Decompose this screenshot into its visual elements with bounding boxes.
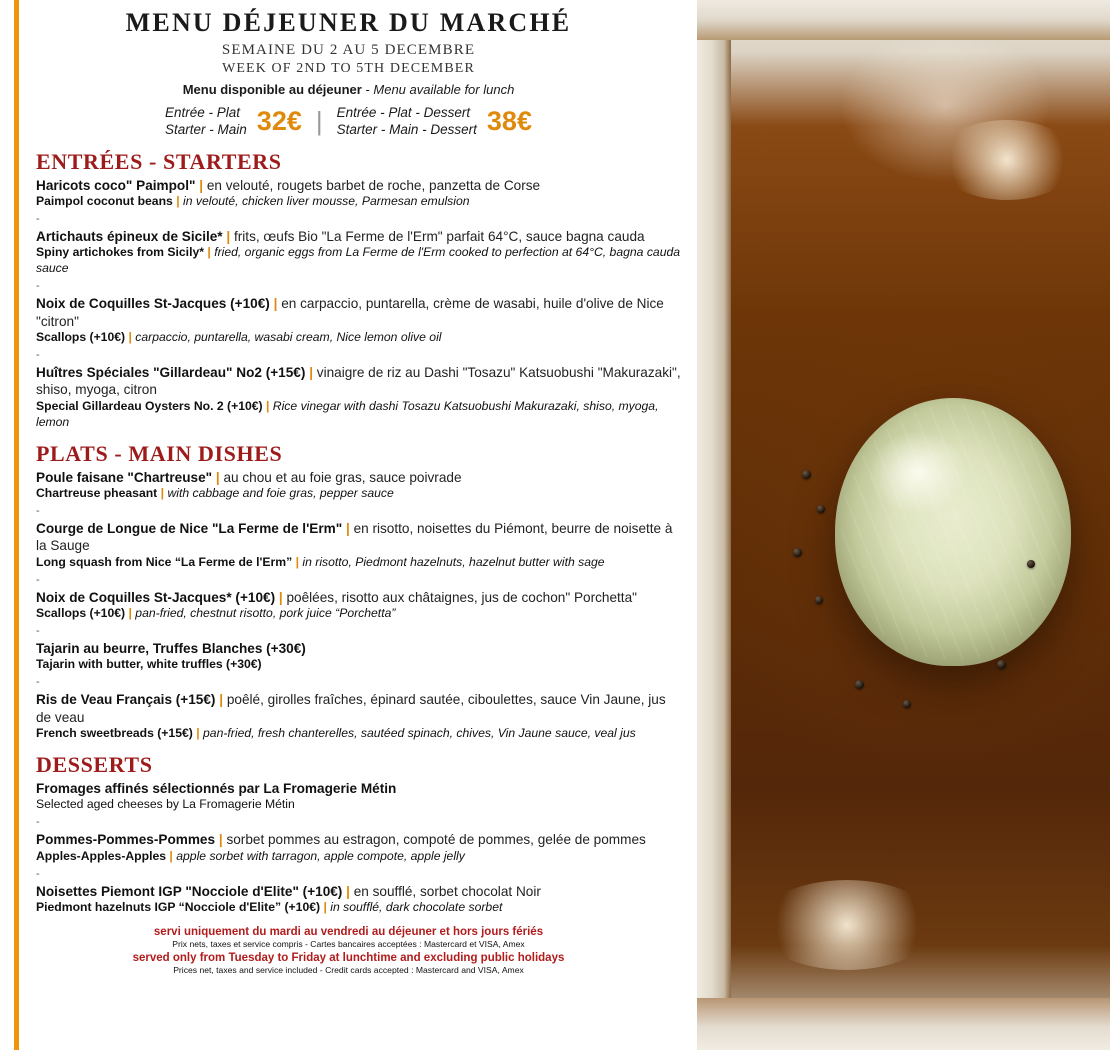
item-french-name: Tajarin au beurre, Truffes Blanches (+30€) <box>36 640 306 656</box>
item-separator: | <box>265 398 270 413</box>
item-separator: | <box>169 848 173 863</box>
menu-item <box>36 295 683 346</box>
item-separator: | <box>295 554 299 569</box>
item-divider: - <box>36 280 40 293</box>
item-french-name: Poule faisane "Chartreuse" <box>36 469 213 485</box>
item-separator: | <box>278 589 283 605</box>
item-french-description: en risotto, noisettes du Piémont, beurre de noisette à la Sauge <box>36 520 673 554</box>
item-french <box>36 640 683 657</box>
price-label-french: Entrée - Plat <box>165 105 241 120</box>
item-separator: | <box>128 606 132 620</box>
availability-french: Menu disponible au déjeuner <box>182 82 362 97</box>
footer-legal-english: Prices net, taxes and service included - Credit cards accepted : Mastercard and VISA, Amex <box>173 964 524 975</box>
item-french-description: poêlées, risotto aux châtaignes, jus de cochon" Porchetta" <box>286 589 637 605</box>
item-french-name: Ris de Veau Français (+15€) <box>36 692 216 708</box>
price-option <box>337 105 532 139</box>
pepper-corn-icon <box>817 505 825 513</box>
plate-rim-top <box>697 0 1110 40</box>
item-separator: | <box>226 229 231 245</box>
plate-rim-bottom <box>697 998 1110 1050</box>
menu-item <box>36 640 683 673</box>
item-french-name: Huîtres Spéciales "Gillardeau" No2 (+15€) <box>36 365 306 381</box>
item-separator: | <box>346 883 350 899</box>
item-divider: - <box>36 816 40 829</box>
item-english <box>36 726 683 742</box>
availability-english: Menu available for lunch <box>373 82 515 97</box>
item-english <box>36 399 683 431</box>
price-option <box>165 105 302 139</box>
subtitle-english: WEEK OF 2ND TO 5TH DECEMBER <box>222 61 475 76</box>
menu-header <box>0 0 697 139</box>
item-french <box>36 691 683 726</box>
item-french <box>36 469 683 486</box>
menu-section-desserts <box>0 752 697 916</box>
item-french-name: Pommes-Pommes-Pommes <box>36 832 216 848</box>
item-english <box>36 606 683 622</box>
item-divider: - <box>36 867 40 880</box>
item-english-description: with cabbage and foie gras, pepper sauce <box>167 485 394 500</box>
item-english <box>36 797 683 813</box>
item-english-name: Selected aged cheeses by La Fromagerie Métin <box>36 797 295 812</box>
section-title: ENTRÉES - STARTERS <box>36 148 282 174</box>
item-english-name: Paimpol coconut beans <box>36 194 173 209</box>
plate-rim-left <box>697 0 731 1050</box>
item-french <box>36 589 683 606</box>
item-english-name: Apples-Apples-Apples <box>36 848 167 863</box>
item-french-name: Courge de Longue de Nice "La Ferme de l'Erm" <box>36 520 343 536</box>
item-french-name: Fromages affinés sélectionnés par La Fromagerie Métin <box>36 780 397 796</box>
subtitle-french: SEMAINE DU 2 AU 5 DECEMBRE <box>221 42 476 58</box>
item-french-description: en soufflé, sorbet chocolat Noir <box>353 883 541 899</box>
item-english-description: carpaccio, puntarella, wasabi cream, Nice lemon olive oil <box>135 330 442 345</box>
item-separator: | <box>176 194 180 209</box>
item-english-description: fried, organic eggs from La Ferme de l'Erm cooked to perfection at 64°C, bagna cauda sauce <box>36 245 681 276</box>
menu-item <box>36 691 683 742</box>
item-english-name: French sweetbreads (+15€) <box>36 726 193 741</box>
menu-item <box>36 177 683 210</box>
price-value: 32€ <box>256 106 302 137</box>
pepper-corn-icon <box>793 548 802 557</box>
price-value: 38€ <box>486 106 532 137</box>
item-english-description: in velouté, chicken liver mousse, Parmesan emulsion <box>183 194 470 209</box>
item-english-description: pan-fried, chestnut risotto, pork juice “Porchetta” <box>135 606 396 620</box>
item-english <box>36 555 683 571</box>
item-separator: | <box>218 832 223 848</box>
dish-photo <box>697 0 1110 1050</box>
pepper-corn-icon <box>815 596 823 604</box>
item-french <box>36 831 683 848</box>
item-french-name: Artichauts épineux de Sicile* <box>36 229 223 245</box>
item-english-description: pan-fried, fresh chanterelles, sautéed spinach, chives, Vin Jaune sauce, veal jus <box>203 726 636 741</box>
item-english-description: in soufflé, dark chocolate sorbet <box>330 900 503 915</box>
item-english <box>36 900 683 916</box>
item-separator: | <box>345 520 350 536</box>
menu-item <box>36 780 683 813</box>
footer-service-note-english: served only from Tuesday to Friday at lunchtime and excluding public holidays <box>132 951 565 964</box>
item-french-description: frits, œufs Bio "La Ferme de l'Erm" parfait 64°C, sauce bagna cauda <box>233 229 645 245</box>
item-separator: | <box>196 726 200 741</box>
menu-item <box>36 228 683 277</box>
item-separator: | <box>128 330 132 345</box>
menu-item <box>36 520 683 571</box>
section-title: DESSERTS <box>36 751 153 777</box>
item-french <box>36 177 683 194</box>
footer-legal-french: Prix nets, taxes et service compris - Cartes bancaires acceptées : Mastercard et VISA, Amex <box>172 938 525 949</box>
item-french-description: en velouté, rougets barbet de roche, panzetta de Corse <box>206 177 541 193</box>
pepper-corn-icon <box>1027 560 1035 568</box>
menu-item <box>36 883 683 916</box>
item-french <box>36 780 683 797</box>
item-english-description: apple sorbet with tarragon, apple compote, apple jelly <box>176 848 465 863</box>
price-labels <box>337 105 477 139</box>
item-french-description: sorbet pommes au estragon, compoté de pommes, gelée de pommes <box>226 832 646 848</box>
item-english-description: in risotto, Piedmont hazelnuts, hazelnut butter with sage <box>302 554 605 569</box>
item-english-name: Spiny artichokes from Sicily* <box>36 245 204 260</box>
price-label-french: Entrée - Plat - Dessert <box>336 105 471 120</box>
pepper-corn-icon <box>802 470 811 479</box>
item-separator: | <box>207 245 211 260</box>
price-options <box>0 105 697 139</box>
item-separator: | <box>160 485 165 500</box>
pepper-corn-icon <box>855 680 864 689</box>
price-divider: | <box>315 106 323 137</box>
item-divider: - <box>36 676 40 689</box>
item-divider: - <box>36 624 40 637</box>
item-english <box>36 849 683 865</box>
sauce-highlight <box>937 120 1077 200</box>
item-french <box>36 520 683 555</box>
item-english-name: Tajarin with butter, white truffles (+30€) <box>36 657 262 672</box>
dish-photo-image <box>697 0 1110 1050</box>
item-separator: | <box>309 365 313 381</box>
item-divider: - <box>36 348 40 361</box>
item-separator: | <box>273 296 278 312</box>
item-english <box>36 194 683 210</box>
cabbage-ball <box>835 398 1071 666</box>
menu-section-starters <box>0 149 697 431</box>
item-separator: | <box>199 177 204 193</box>
menu-item <box>36 469 683 502</box>
item-separator: | <box>323 900 327 915</box>
item-english <box>36 657 683 673</box>
item-english-name: Chartreuse pheasant <box>36 485 158 500</box>
menu-item <box>36 364 683 431</box>
item-english-name: Scallops (+10€) <box>36 330 126 345</box>
item-french <box>36 295 683 330</box>
item-english <box>36 245 683 277</box>
item-french-name: Noix de Coquilles St-Jacques* (+10€) <box>36 589 276 605</box>
footer-service-note-french: servi uniquement du mardi au vendredi au déjeuner et hors jours fériés <box>153 925 544 938</box>
item-english-description: Rice vinegar with dashi Tosazu Katsuobushi Makurazaki, shiso, myoga, lemon <box>36 398 659 429</box>
item-french-name: Noisettes Piemont IGP "Nocciole d'Elite" (+10€) <box>36 883 343 899</box>
item-english-name: Scallops (+10€) <box>36 606 126 620</box>
item-english-name: Special Gillardeau Oysters No. 2 (+10€) <box>36 398 263 413</box>
sauce-highlight <box>757 880 937 970</box>
item-separator: | <box>219 692 224 708</box>
item-english-name: Long squash from Nice “La Ferme de l'Erm” <box>36 554 293 569</box>
item-french-description: en carpaccio, puntarella, crème de wasabi, huile d'olive de Nice "citron" <box>36 296 664 329</box>
item-divider: - <box>36 213 40 225</box>
item-english <box>36 486 683 502</box>
menu-section-mains <box>0 441 697 742</box>
price-label-english: Starter - Main - Dessert <box>336 121 477 137</box>
item-divider: - <box>36 504 40 517</box>
item-french <box>36 228 683 245</box>
item-french-name: Noix de Coquilles St-Jacques (+10€) <box>36 296 270 312</box>
item-separator: | <box>215 469 220 485</box>
item-french-name: Haricots coco" Paimpol" <box>36 177 196 193</box>
item-french <box>36 364 683 399</box>
price-labels <box>165 105 247 139</box>
item-english <box>36 330 683 346</box>
menu-item <box>36 831 683 864</box>
menu-footer <box>0 926 697 975</box>
item-french-description: vinaigre de riz au Dashi "Tosazu" Katsuobushi "Makurazaki", shiso, myoga, citron <box>36 365 681 398</box>
pepper-corn-icon <box>997 660 1006 669</box>
page-title: MENU DÉJEUNER DU MARCHÉ <box>125 8 572 37</box>
pepper-corn-icon <box>903 700 911 708</box>
item-french-description: au chou et au foie gras, sauce poivrade <box>223 469 462 485</box>
item-english-name: Piedmont hazelnuts IGP “Nocciole d'Elite” (+10€) <box>36 900 321 915</box>
item-french-description: poêlé, girolles fraîches, épinard sautée, ciboulettes, sauce Vin Jaune, jus de veau <box>36 692 666 725</box>
price-label-english: Starter - Main <box>165 121 247 137</box>
item-divider: - <box>36 573 40 586</box>
item-french <box>36 883 683 900</box>
menu-item <box>36 589 683 622</box>
section-title: PLATS - MAIN DISHES <box>36 440 283 466</box>
availability-separator: - <box>361 82 374 97</box>
availability-line <box>0 82 697 97</box>
